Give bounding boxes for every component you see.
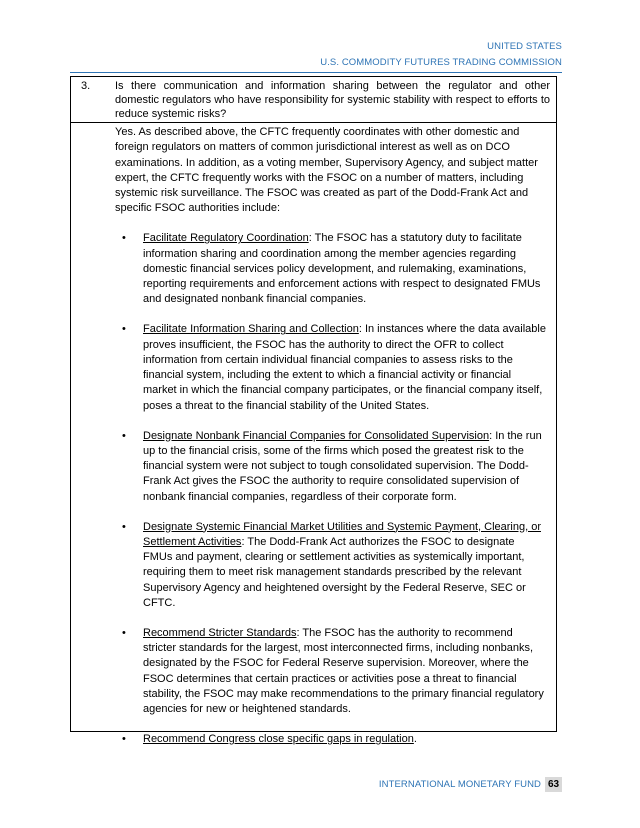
authority-term: Facilitate Information Sharing and Collection xyxy=(143,323,359,336)
question-number: 3. xyxy=(81,80,91,92)
authority-description: : In instances where the data available proves insufficient, the FSOC has the authority to direct the OFR to collect information from certain individual financial companies to assess risks to the financial system, including the extent to which a financial activity or financial market in which the financial company participates, or the financial company itself, poses a threat to the financial stability of the United States. xyxy=(143,323,546,412)
fsoc-authorities-list xyxy=(115,231,546,747)
list-item xyxy=(115,732,546,747)
header-country: UNITED STATES xyxy=(487,41,562,52)
authority-term: Recommend Congress close specific gaps in regulation xyxy=(143,733,414,746)
bullet-icon: • xyxy=(122,429,126,442)
authority-description: : The FSOC has the authority to recommend stricter standards for the largest, most interconnected firms, including nonbanks, designated by the FSOC for Federal Reserve supervision. Moreover, where the FSOC determines that certain practices or activities pose a threat to financial stability, the FSOC may make recommendations to the primary financial regulatory agencies for new or heightened standards. xyxy=(143,626,544,716)
authority-description: : The Dodd-Frank Act authorizes the FSOC to designate FMUs and payment, clearing or settlement activities as systemically important, requiring them to meet risk management standards prescribed by the relevant Supervisory Agency and heightened oversight by the Federal Reserve, SEC or CFTC. xyxy=(143,535,526,610)
header-agency: U.S. COMMODITY FUTURES TRADING COMMISSION xyxy=(320,57,562,68)
bullet-icon: • xyxy=(122,626,126,639)
question-row xyxy=(71,77,556,123)
authority-term: Recommend Stricter Standards xyxy=(143,626,297,639)
list-item xyxy=(115,231,546,307)
authority-description: : The FSOC has a statutory duty to facilitate information sharing and coordination among the member agencies regarding domestic financial services policy development, and rulemaking, examinations, reporting requirements and enforcement actions with respect to designated FMUs and designated nonbank financial companies. xyxy=(143,232,541,306)
authority-term: Designate Systemic Financial Market Utilities and Systemic Payment, Clearing, or Settlement Activities xyxy=(143,520,541,548)
page-number: 63 xyxy=(545,777,562,792)
authority-term: Facilitate Regulatory Coordination xyxy=(143,232,309,245)
bullet-icon: • xyxy=(122,520,126,533)
authority-description: . xyxy=(413,733,417,746)
list-item xyxy=(115,520,546,612)
list-item xyxy=(115,322,546,414)
answer-intro: Yes. As described above, the CFTC frequently coordinates with other domestic and foreign regulators on matters of common jurisdictional interest as well as on DCO examinations. In addition, as a voting member, Supervisory Agency, and subject matter expert, the CFTC frequently works with the FSOC on a number of matters, including systemic risk surveillance. The FSOC was created as part of the Dodd-Frank Act and specific FSOC authorities include: xyxy=(115,126,538,215)
bullet-icon: • xyxy=(122,323,126,336)
list-item xyxy=(115,429,546,505)
question-text: Is there communication and information sharing between the regulator and other domestic regulators who have responsibility for systemic stability with respect to efforts to reduce systemic risks? xyxy=(115,80,550,120)
answer-cell xyxy=(115,125,546,747)
authority-term: Designate Nonbank Financial Companies for Consolidated Supervision xyxy=(143,429,490,442)
bullet-icon: • xyxy=(122,733,126,746)
list-item xyxy=(115,626,546,718)
qa-table xyxy=(70,76,557,746)
header-divider xyxy=(70,72,562,73)
bullet-icon: • xyxy=(122,232,126,245)
authority-description: : In the run up to the financial crisis, some of the firms which posed the greatest risk to the financial system were not subject to tough consolidated supervision. The Dodd-Frank Act gives the FSOC the authority to require consolidated supervision of nonbank financial companies, regardless of their corporate form. xyxy=(143,429,542,503)
footer-publisher: INTERNATIONAL MONETARY FUND xyxy=(378,779,541,790)
